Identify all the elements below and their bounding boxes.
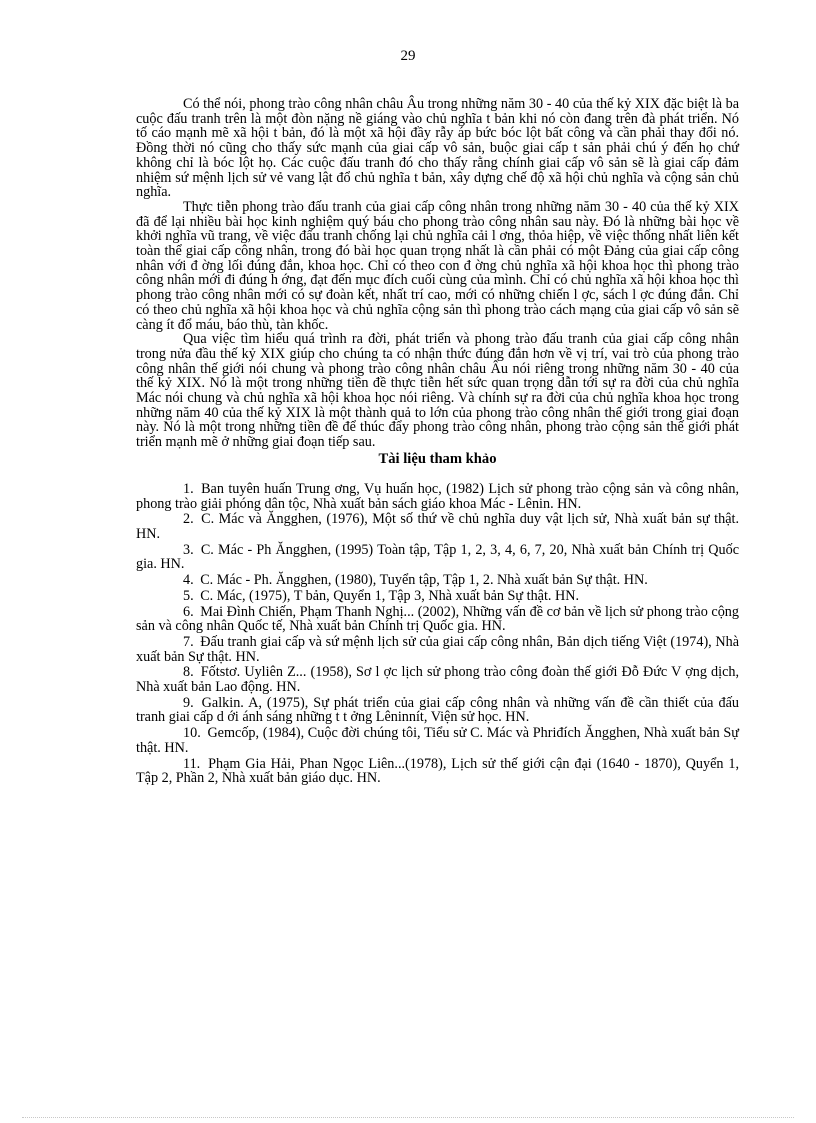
reference-text: C. Mác - Ph Ăngghen, (1995) Toàn tập, Tập 1, 2, 3, 4, 6, 7, 20, Nhà xuất bản Chính trị Quốc gia. HN.: [136, 541, 740, 573]
reference-number: 11.: [183, 755, 201, 772]
reference-text: Ban tuyên huấn Trung ơng, Vụ huấn học, (1982) Lịch sử phong trào cộng sản và công nhân, phong trào giải phóng dân tộc, Nhà xuất bản sách giáo khoa Mác - Lênin. HN.: [136, 480, 739, 512]
reference-item-4: [136, 573, 739, 588]
page-content: [136, 97, 739, 787]
reference-item-9: [136, 696, 739, 725]
reference-text: C. Mác, (1975), T bản, Quyển 1, Tập 3, Nhà xuất bản Sự thật. HN.: [200, 587, 580, 604]
body-paragraph-1: Có thể nói, phong trào công nhân châu Âu trong những năm 30 - 40 của thế kỷ XIX đặc biệt là ba cuộc đấu tranh trên là một đòn nặng nề giáng vào chủ nghĩa t bản khi nó còn đang trên đà phát triển. Nó tố cáo mạnh mẽ xã hội t bản, đó là một xã hội đầy rẫy áp bức bóc lột bất công và cần phải thay đổi nó. Đồng thời nó cũng cho thấy sức mạnh của giai cấp vô sản, buộc giai cấp t sản phải chú ý đến họ chứ không chỉ là bóc lột họ. Các cuộc đấu tranh đó cho thấy rằng chính giai cấp vô sản sẽ là giai cấp đảm nhiệm sứ mệnh lịch sử vẻ vang lật đổ chủ nghĩa t bản, xây dựng chế độ xã hội chủ nghĩa và cộng sản chủ nghĩa.: [136, 96, 739, 201]
reference-number: 4.: [183, 572, 194, 589]
reference-number: 8.: [183, 664, 194, 681]
reference-number: 7.: [183, 633, 194, 650]
reference-item-10: [136, 726, 739, 755]
reference-number: 6.: [183, 603, 194, 620]
reference-text: Đấu tranh giai cấp và sứ mệnh lịch sử của giai cấp công nhân, Bản dịch tiếng Việt (1974), Nhà xuất bản Sự thật. HN.: [136, 633, 740, 665]
body-paragraph-2: Thực tiễn phong trào đấu tranh của giai cấp công nhân trong những năm 30 - 40 của thế kỷ XIX đã để lại nhiều bài học kinh nghiệm quý báu cho phong trào công nhân sau này. Đó là những bài học về khởi nghĩa vũ trang, về việc đấu tranh chống lại chủ nghĩa cải l ơng, thỏa hiệp, về việc thống nhất liên kết toàn thể giai cấp công nhân, trong đó bài học quan trọng nhất là cần phải có một Đảng của giai cấp công nhân với đ ờng lối đúng đắn, khoa học. Chỉ có theo con đ ờng chủ nghĩa xã hội khoa học thì phong trào công nhân mới đi đúng h ớng, đạt đến mục đích cuối cùng của mình. Chỉ có chủ nghĩa xã hội khoa học thì phong trào công nhân mới có sự đoàn kết, nhất trí cao, mới có những chiến l ợc, sách l ợc đúng đắn. Chỉ có theo chủ nghĩa xã hội khoa học và chủ nghĩa cộng sản thì phong trào cách mạng của giai cấp vô sản sẽ càng ít đổ máu, báo thù, tàn khốc.: [136, 198, 739, 333]
reference-text: Galkin. A, (1975), Sự phát triển của giai cấp công nhân và những vấn đề cần thiết của đấu tranh giai cấp d ới ánh sáng những t t ởng Lêninnít, Viện sử học. HN.: [136, 694, 739, 726]
reference-number: 2.: [183, 511, 194, 528]
reference-number: 9.: [183, 694, 194, 711]
reference-number: 3.: [183, 541, 194, 558]
reference-text: Phạm Gia Hải, Phan Ngọc Liên...(1978), Lịch sử thế giới cận đại (1640 - 1870), Quyển 1, Tập 2, Phần 2, Nhà xuất bản giáo dục. HN.: [136, 755, 739, 787]
reference-item-11: [136, 757, 739, 786]
reference-item-2: [136, 512, 739, 541]
page-number: 29: [400, 48, 416, 64]
reference-item-6: [136, 605, 739, 634]
reference-text: Mai Đình Chiến, Phạm Thanh Nghị... (2002), Những vấn đề cơ bản về lịch sử phong trào cộng sản và công nhân Quốc tế, Nhà xuất bản Chính trị Quốc gia. HN.: [136, 603, 739, 635]
reference-text: Gemcốp, (1984), Cuộc đời chúng tôi, Tiểu sử C. Mác và Phriđích Ăngghen, Nhà xuất bản Sự thật. HN.: [136, 725, 739, 756]
reference-item-1: [136, 482, 739, 511]
reference-item-8: [136, 665, 739, 694]
page-bottom-divider: [22, 1117, 794, 1118]
reference-item-3: [136, 543, 739, 572]
reference-item-5: [136, 589, 739, 604]
reference-text: Fốtstơ. Uyliên Z... (1958), Sơ l ợc lịch sử phong trào công đoàn thế giới Đỗ Đức V ợng dịch, Nhà xuất bản Lao động. HN.: [136, 664, 740, 696]
body-paragraph-3: Qua việc tìm hiểu quá trình ra đời, phát triển và phong trào đấu tranh của giai cấp công nhân trong nửa đầu thế kỷ XIX giúp cho chúng ta có nhận thức đúng đắn hơn về vị trí, vai trò của phong trào công nhân thế giới nói chung và phong trào công nhân châu Âu nói riêng trong những năm 30 - 40 của thế kỷ XIX. Nó là một trong những tiền đề thực tiễn hết sức quan trọng dẫn tới sự ra đời của chủ nghĩa Mác nói chung và chủ nghĩa xã hội khoa học nói riêng. Và chính sự ra đời của chủ nghĩa khoa học trong những năm 40 của thế kỷ XIX là một thành quả to lớn của phong trào công nhân thế giới trong giai đoạn này. Nó là một trong những tiền đề để thúc đẩy phong trào công nhân, phong trào cộng sản thế giới phát triển mạnh mẽ ở những giai đoạn tiếp sau.: [136, 331, 739, 451]
reference-text: C. Mác và Ăngghen, (1976), Một số thứ về chủ nghĩa duy vật lịch sử, Nhà xuất bản sự thật. HN.: [136, 511, 739, 542]
reference-number: 10.: [183, 725, 201, 742]
references-heading: Tài liệu tham khảo: [378, 450, 497, 467]
reference-number: 5.: [183, 587, 194, 604]
references-list: [136, 482, 739, 786]
reference-item-7: [136, 635, 739, 664]
reference-text: C. Mác - Ph. Ăngghen, (1980), Tuyển tập, Tập 1, 2. Nhà xuất bản Sự thật. HN.: [200, 572, 648, 589]
reference-number: 1.: [183, 480, 194, 497]
